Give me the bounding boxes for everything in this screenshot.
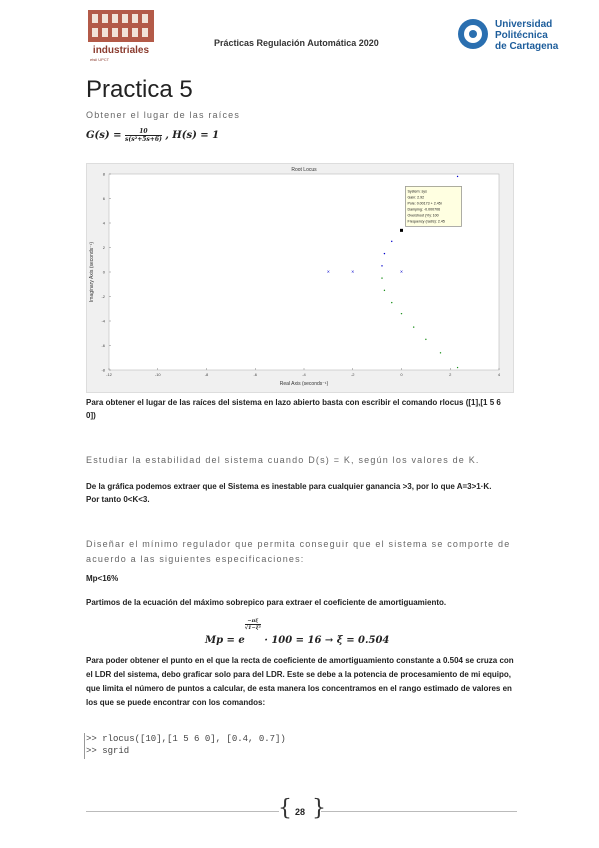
x-tick-label: -4 <box>302 372 306 377</box>
pole-marker: × <box>351 269 355 276</box>
locus-point <box>401 313 402 314</box>
logo-text: industriales <box>92 45 150 56</box>
datatip-line: Gain: 2.92 <box>407 195 425 200</box>
locus-point <box>413 326 414 327</box>
footer-brace-left: { <box>278 796 292 821</box>
footer-brace-right: } <box>312 796 326 821</box>
industriales-logo <box>86 8 156 62</box>
mp-exp-num: −πξ <box>245 618 261 625</box>
locus-point <box>384 253 385 254</box>
root-locus-figure <box>86 163 514 393</box>
section-heading-stability: Estudiar la estabilidad del sistema cuando D(s) = K, según los valores de K. <box>86 455 480 465</box>
datatip-line: Frequency (rad/s): 2.45 <box>407 219 445 224</box>
g-left: G(s) = <box>86 130 125 141</box>
locus-point <box>391 302 392 303</box>
x-tick-label: -6 <box>253 372 258 377</box>
paragraph-rlocus: Para obtener el lugar de las raíces del sistema en lazo abierto basta con escribir el comando rlocus ([1],[1 5 6 0]) <box>86 398 501 420</box>
y-tick-label: 8 <box>102 171 105 177</box>
y-axis-label: Imaginary Axis (seconds⁻¹) <box>89 241 95 303</box>
upct-line-2: Politécnica <box>495 30 548 41</box>
logo-subtext: etsii UPCT <box>90 57 110 62</box>
locus-point <box>440 352 441 353</box>
code-block <box>86 733 286 757</box>
y-tick-label: 0 <box>102 269 105 275</box>
page-title: Practica 5 <box>86 76 193 103</box>
x-tick-label: 0 <box>400 372 403 377</box>
datatip-line: Pole: 0.00173 + 2.45i <box>407 201 442 206</box>
locus-point <box>384 290 385 291</box>
upct-line-3: de Cartagena <box>495 41 559 52</box>
paragraph-overshoot: Partimos de la ecuación del máximo sobrepico para extraer el coeficiente de amortiguamiento. <box>86 598 447 607</box>
datatip-line: System: sys <box>407 189 427 194</box>
x-axis-label: Real Axis (seconds⁻¹) <box>279 381 329 387</box>
y-tick-label: 6 <box>102 196 105 201</box>
h-formula: , H(s) = 1 <box>165 130 220 141</box>
root-locus-chart <box>87 164 513 392</box>
g-numerator: 10 <box>125 128 162 136</box>
x-tick-label: 4 <box>497 372 501 377</box>
x-tick-label: -12 <box>106 372 112 377</box>
y-tick-label: -6 <box>101 343 105 348</box>
overshoot-spec: Mp<16% <box>86 574 119 583</box>
transfer-function-formula <box>86 128 219 143</box>
y-tick-label: 2 <box>102 245 105 250</box>
locus-point <box>381 265 382 266</box>
x-tick-label: -2 <box>350 372 355 377</box>
code-line: >> rlocus([10],[1 5 6 0], [0.4, 0.7]) <box>86 734 286 744</box>
datatip-line: Overshoot (%): 100 <box>407 213 439 218</box>
locus-point <box>457 367 458 368</box>
locus-point <box>391 241 392 242</box>
mp-left: Mp = e <box>205 635 245 646</box>
upct-line-1: Universidad <box>495 19 553 30</box>
upct-logo <box>457 16 567 56</box>
mp-right: · 100 = 16 → ξ = 0.504 <box>260 635 390 646</box>
y-tick-label: -4 <box>101 318 105 324</box>
locus-point <box>381 277 382 278</box>
page-number: 28 <box>294 807 305 817</box>
locus-point <box>425 339 426 340</box>
footer-rule-right <box>321 811 517 812</box>
footer-rule-left <box>86 811 279 812</box>
g-denominator: s(s²+5s+6) <box>124 136 162 143</box>
code-line: >> sgrid <box>86 746 130 756</box>
datatip-line: Damping: -0.000706 <box>407 207 441 212</box>
paragraph-procedure: Para poder obtener el punto en el que la recta de coeficiente de amortiguamiento constante a 0.504 se cruza con el LDR del sistema, debo graficar solo para del LDR. Este se debe a la potencia de procesamiento de mi equipo, que limita el número de puntos a calcular, de esta manera los concentramos en el rango estimado de valores en los que se puede encontrar con los comandos: <box>86 656 514 707</box>
datatip-marker <box>400 229 403 232</box>
y-tick-label: 4 <box>102 220 105 226</box>
mp-exp-den: √1−ξ² <box>244 625 261 631</box>
x-tick-label: -10 <box>154 372 161 377</box>
chart-title: Root Locus <box>291 167 317 173</box>
header-title: Prácticas Regulación Automática 2020 <box>214 38 379 48</box>
code-margin <box>84 733 85 759</box>
pole-marker: × <box>400 269 403 276</box>
paragraph-stability: De la gráfica podemos extraer que el Sistema es inestable para cualquier ganancia >3, por lo que A=3>1·K. Por tanto 0<K<3. <box>86 482 492 504</box>
x-tick-label: -8 <box>204 372 209 377</box>
x-tick-label: 2 <box>449 372 452 377</box>
y-tick-label: -8 <box>101 367 105 373</box>
section-heading-regulator: Diseñar el mínimo regulador que permita conseguir que el sistema se comporte de acuerdo a las siguientes especificaciones: <box>86 539 511 564</box>
y-tick-label: -2 <box>101 294 105 299</box>
locus-point <box>457 176 458 177</box>
pole-marker: × <box>326 269 330 276</box>
section-heading-root-locus: Obtener el lugar de las raíces <box>86 110 241 120</box>
overshoot-formula <box>205 618 389 646</box>
